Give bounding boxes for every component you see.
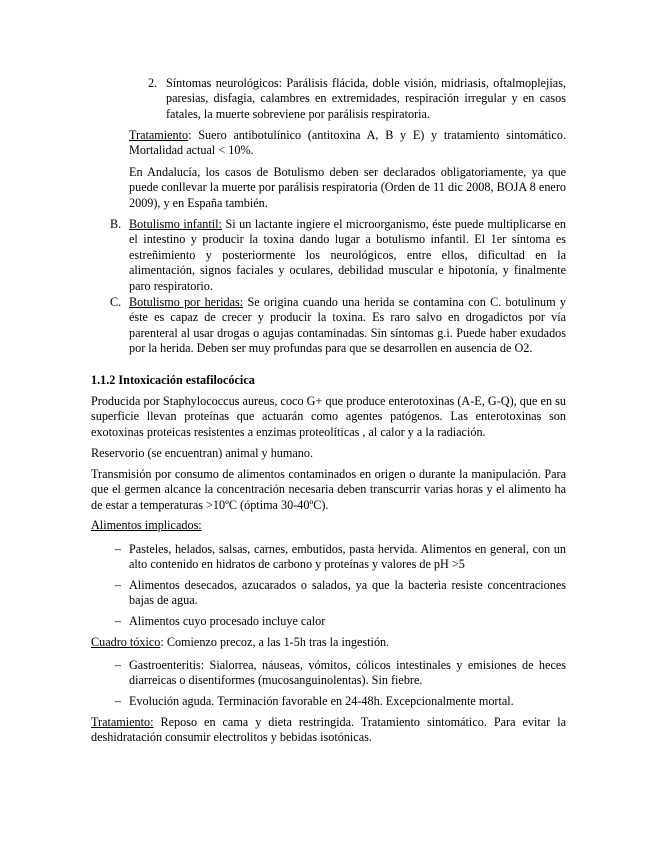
dash-bullet: – bbox=[115, 614, 122, 628]
list-item bbox=[91, 614, 566, 629]
andalucia-paragraph: En Andalucía, los casos de Botulismo deben ser declarados obligatoriamente, ya que puede conllevar la muerte por parálisis respiratoria (Orden de 11 dic 2008, BOJA 8 enero 2009), y en España también. bbox=[129, 165, 566, 210]
treatment-paragraph bbox=[129, 128, 566, 159]
numbered-item-2 bbox=[148, 76, 566, 122]
tratamiento-text: Reposo en cama y dieta restringida. Tratamiento sintomático. Para evitar la deshidratación consumir electrolitos y bebidas isotónicas. bbox=[91, 715, 566, 745]
section-b-letter: B. bbox=[110, 217, 122, 231]
list-item-text: Alimentos desecados, azucarados o salados, ya que la bacteria resiste concentraciones bajas de agua. bbox=[129, 578, 566, 608]
section-b-text bbox=[129, 217, 566, 294]
list-item-text: Alimentos cuyo procesado incluye calor bbox=[129, 614, 326, 628]
cuadro-paragraph bbox=[91, 635, 566, 650]
item-text: Síntomas neurológicos: Parálisis flácida, doble visión, midriasis, oftalmoplejías, paresias, disfagia, calambres en extremidades, respiración irregular y en casos fatales, la muerte sobreviene por parálisis respiratoria. bbox=[166, 76, 566, 121]
tratamiento-label: Tratamiento: bbox=[91, 715, 154, 729]
treatment-label: Tratamiento bbox=[129, 128, 189, 142]
section-b-body: Si un lactante ingiere el microorganismo, éste puede multiplicarse en el intestino y producir la toxina dando lugar a botulismo infantil. El 1er síntoma es estreñimiento y posteriormente los neurológicos, entre ellos, dificultad en la alimentación, signos faciales y oculares, debilidad muscular e hipotonía, y finalmente paro respiratorio. bbox=[129, 217, 566, 293]
list-item-text: Evolución aguda. Terminación favorable en 24-48h. Excepcionalmente mortal. bbox=[129, 694, 514, 708]
list-item bbox=[91, 542, 566, 573]
transmision-paragraph: Transmisión por consumo de alimentos contaminados en origen o durante la manipulación. Para que el germen alcance la concentración necesaria deben transcurrir varias horas y el alimento ha de estar a temperaturas >10ºC (óptima 30-40ºC). bbox=[91, 467, 566, 512]
section-c-text bbox=[129, 295, 566, 357]
tratamiento-paragraph bbox=[91, 715, 566, 746]
item-number: 2. bbox=[148, 76, 158, 90]
dash-bullet: – bbox=[115, 658, 122, 672]
list-item bbox=[91, 658, 566, 689]
list-item-text: Pasteles, helados, salsas, carnes, embutidos, pasta hervida. Alimentos en general, con un alto contenido en hidratos de carbono y proteínas y valores de pH >5 bbox=[129, 542, 566, 572]
list-item bbox=[91, 694, 566, 709]
section-heading: 1.1.2 Intoxicación estafilocócica bbox=[91, 373, 255, 387]
cuadro-label: Cuadro tóxico bbox=[91, 635, 161, 649]
treatment-text: : Suero antibotulínico (antitoxina A, B y E) y tratamiento sintomático. Mortalidad actual < 10%. bbox=[129, 128, 566, 158]
list-item bbox=[91, 578, 566, 609]
reservorio-paragraph: Reservorio (se encuentran) animal y humano. bbox=[91, 446, 314, 460]
alimentos-label: Alimentos implicados: bbox=[91, 518, 202, 532]
producida-paragraph: Producida por Staphylococcus aureus, coco G+ que produce enterotoxinas (A-E, G-Q), que en su superficie llevan proteínas que actuarán como agentes patógenos. Las enterotoxinas son exotoxinas proteicas resistentes a enzimas proteolíticas , al calor y a la radiación. bbox=[91, 394, 566, 439]
section-b-title: Botulismo infantil: bbox=[129, 217, 222, 231]
section-c-title: Botulismo por heridas: bbox=[129, 295, 244, 309]
cuadro-text: : Comienzo precoz, a las 1-5h tras la ingestión. bbox=[160, 635, 390, 649]
dash-bullet: – bbox=[115, 694, 122, 708]
section-b bbox=[110, 217, 566, 294]
dash-bullet: – bbox=[115, 542, 122, 556]
section-c bbox=[110, 295, 566, 357]
list-item-text: Gastroenteritis: Sialorrea, náuseas, vómitos, cólicos intestinales y emisiones de heces diarreicas o disentiformes (mucosanguinolentas). Sin fiebre. bbox=[129, 658, 566, 688]
dash-bullet: – bbox=[115, 578, 122, 592]
section-c-body: Se origina cuando una herida se contamina con C. botulinum y éste es capaz de crecer y producir la toxina. Es raro salvo en drogadictos por vía parenteral al usar drogas o agujas contaminadas. Sin síntomas g.i. Puede haber exudados por la herida. Deben ser muy profundas para que se desarrollen en ausencia de O2. bbox=[129, 295, 566, 356]
section-c-letter: C. bbox=[110, 295, 122, 309]
